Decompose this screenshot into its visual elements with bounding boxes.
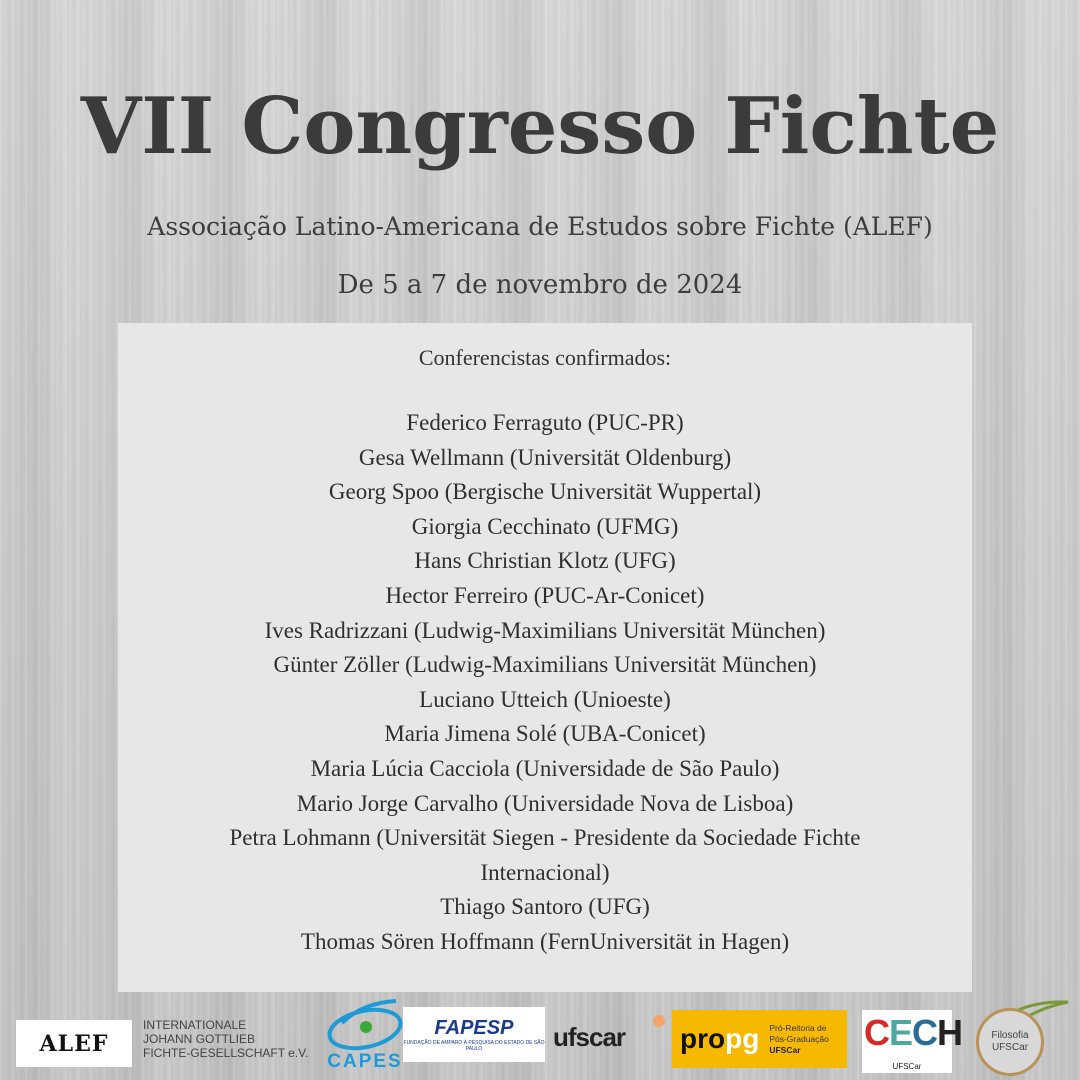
speaker-item: Gesa Wellmann (Universität Oldenburg) [358,444,732,470]
cech-letter: C [912,1012,938,1053]
speaker-item: Thomas Sören Hoffmann (FernUniversität in Hagen) [300,928,790,954]
cech-letter: C [864,1012,889,1053]
fapesp-wordmark: FAPESP [434,1017,514,1039]
ufscar-dot-icon [653,1015,665,1027]
speaker-item-continuation: Internacional) [480,859,610,885]
filosofia-line: Filosofia [991,1030,1029,1041]
fichte-gesellschaft-logo [143,1018,308,1060]
event-subtitle: Associação Latino-Americana de Estudos sobre Fichte (ALEF) [147,212,933,241]
speaker-item: Maria Jimena Solé (UBA-Conicet) [384,721,706,747]
speakers-panel [118,323,972,992]
cech-logo [862,1010,963,1073]
speaker-item: Hans Christian Klotz (UFG) [414,548,676,574]
filosofia-line: UFSCar [991,1042,1029,1053]
propg-line: Pró-Reitoria de [769,1022,827,1033]
speaker-item: Federico Ferraguto (PUC-PR) [406,410,684,435]
speaker-item: Thiago Santoro (UFG) [440,894,650,920]
speaker-item: Petra Lohmann (Universität Siegen - Presidente da Sociedade Fichte [229,825,861,851]
ufscar-wordmark: ufscar [553,1022,626,1052]
cech-wordmark [864,1012,963,1054]
fapesp-tagline: FUNDAÇÃO DE AMPARO À PESQUISA DO ESTADO DE SÃO PAULO [403,1040,545,1052]
event-title: VII Congresso Fichte [80,81,1000,172]
event-dates: De 5 a 7 de novembro de 2024 [337,270,743,300]
speaker-item: Hector Ferreiro (PUC-Ar-Conicet) [385,582,705,608]
capes-wordmark: CAPES [327,1051,403,1072]
alef-logo: ALEF [16,1020,132,1067]
ufscar-logo [553,1015,661,1060]
speaker-item: Mario Jorge Carvalho (Universidade Nova de Lisboa) [296,790,794,816]
speaker-item: Georg Spoo (Bergische Universität Wuppertal) [328,479,762,505]
propg-text [769,1023,829,1056]
filosofia-badge [976,1008,1044,1076]
speaker-item: Günter Zöller (Ludwig-Maximilians Universität München) [273,652,817,678]
propg-mark-pg: pg [725,1023,760,1054]
propg-line: Pós-Graduação [769,1033,829,1044]
speaker-item: Giorgia Cecchinato (UFMG) [411,513,679,539]
cech-letter: H [937,1012,963,1053]
speaker-item: Maria Lúcia Cacciola (Universidade de São Paulo) [310,755,780,781]
jgfg-line: FICHTE-GESELLSCHAFT e.V. [143,1046,309,1060]
speaker-item: Luciano Utteich (Unioeste) [419,686,671,712]
capes-orbit-icon [322,999,408,1055]
propg-mark-pro: pro [680,1023,726,1054]
capes-logo [322,999,408,1073]
jgfg-line: INTERNATIONALE [143,1018,247,1032]
speaker-item: Ives Radrizzani (Ludwig-Maximilians Universität München) [264,617,826,643]
sponsor-logos [0,995,1080,1080]
filosofia-ufscar-logo [970,1000,1072,1072]
fapesp-logo [403,1007,545,1062]
cech-letter: E [889,1012,913,1053]
jgfg-line: JOHANN GOTTLIEB [143,1032,256,1046]
propg-logo [672,1010,847,1068]
speakers-heading: Conferencistas confirmados: [418,345,672,370]
propg-line: UFSCar [769,1044,801,1055]
propg-mark [680,1023,759,1055]
speakers-list [148,406,942,960]
cech-subtitle: UFSCar [892,1062,922,1071]
